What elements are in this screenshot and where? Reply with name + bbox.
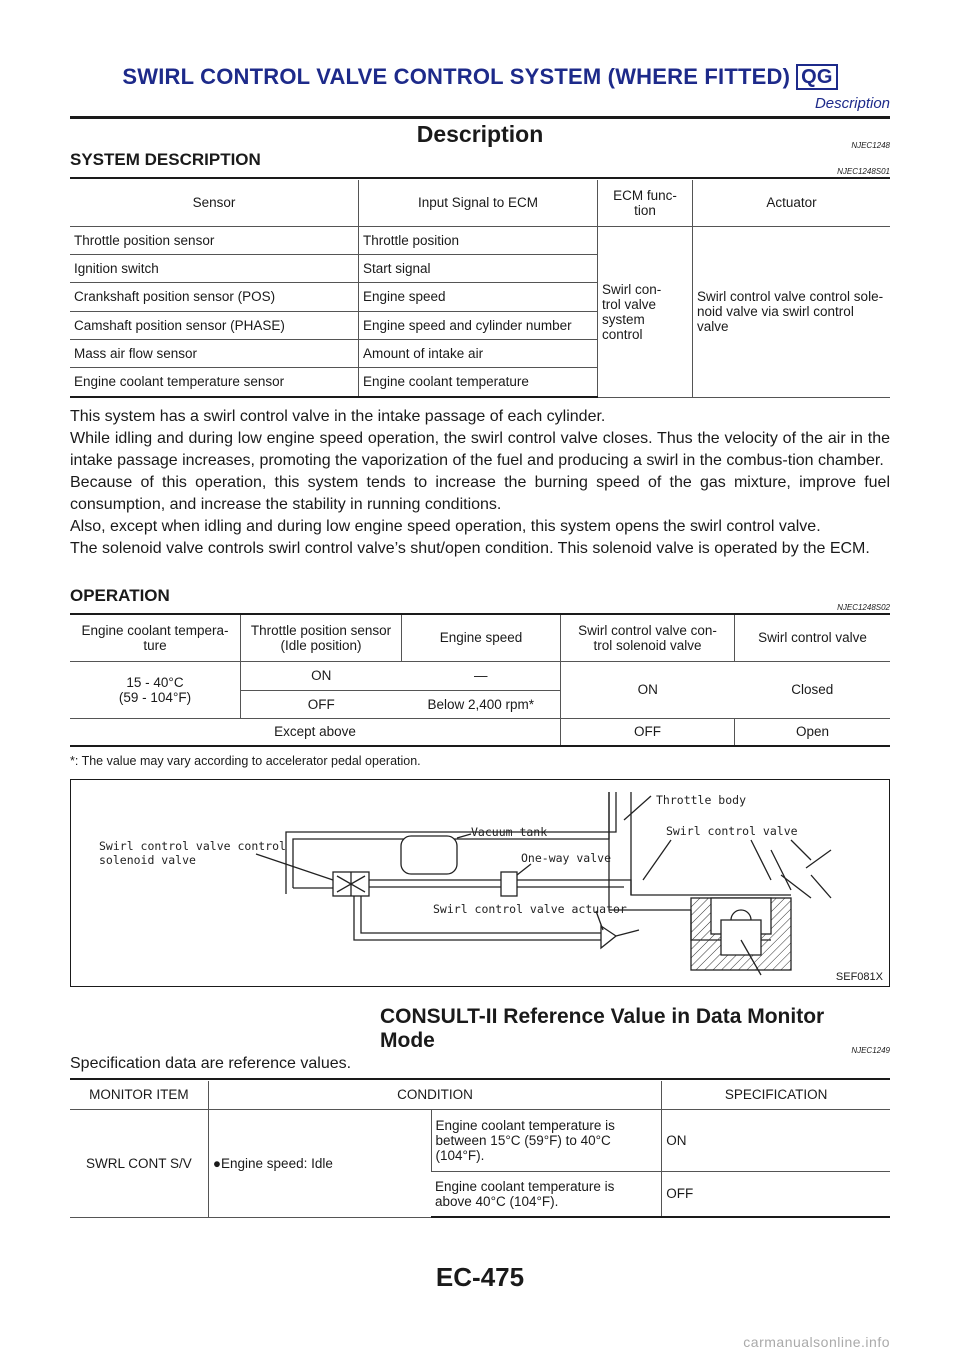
signal-cell: Engine speed and cylinder number: [359, 311, 598, 339]
system-description-code: NJEC1248S01: [837, 167, 890, 176]
consult-heading-line2: Mode: [380, 1029, 435, 1052]
spec-cell: OFF: [662, 1171, 890, 1217]
speed-cell: —: [402, 661, 561, 690]
system-description-heading: SYSTEM DESCRIPTION: [70, 150, 261, 169]
table-row: [70, 661, 890, 690]
monitor-item-cell: SWRL CONT S/V: [70, 1109, 208, 1217]
sensor-cell: Engine coolant temperature sensor: [70, 367, 359, 397]
spec-cell: ON: [662, 1109, 890, 1171]
consult-rule: [70, 1078, 890, 1080]
table-row: [70, 718, 890, 746]
system-diagram: [70, 779, 890, 987]
system-description-table: [70, 180, 890, 398]
label-swirl-control-valve: Swirl control valve: [666, 824, 798, 838]
solenoid-cell: OFF: [561, 718, 735, 746]
label-vacuum-tank: Vacuum tank: [471, 825, 548, 839]
col-solenoid: Swirl control valve con- trol solenoid valve: [561, 615, 735, 661]
system-description-text: [70, 406, 890, 560]
label-solenoid-2: solenoid valve: [99, 853, 196, 867]
signal-cell: Engine coolant temperature: [359, 367, 598, 397]
consult-heading-line1: CONSULT-II Reference Value in Data Monitor: [380, 1005, 825, 1028]
section-heading: Description: [416, 121, 544, 147]
diagram-drawing: [71, 780, 889, 986]
page-number: EC-475: [435, 1262, 525, 1292]
paragraph: The solenoid valve controls swirl control valve’s shut/open condition. This solenoid valve is operated by the ECM.: [70, 540, 870, 557]
throttle-cell: OFF: [241, 690, 402, 718]
paragraph: Also, except when idling and during low engine speed operation, this system opens the swirl control valve.: [70, 518, 821, 535]
signal-cell: Start signal: [359, 254, 598, 282]
table-row: [70, 1109, 890, 1171]
col-specification: SPECIFICATION: [662, 1081, 890, 1109]
col-monitor-item: MONITOR ITEM: [70, 1081, 208, 1109]
operation-table: [70, 615, 890, 747]
col-throttle-idle: Throttle position sensor (Idle position): [241, 615, 402, 661]
consult-code: NJEC1249: [851, 1046, 890, 1055]
sensor-cell: Throttle position sensor: [70, 226, 359, 254]
col-swirl-valve: Swirl control valve: [735, 615, 891, 661]
col-sensor: Sensor: [70, 180, 359, 226]
signal-cell: Engine speed: [359, 282, 598, 311]
temp-range-cell: 15 - 40°C (59 - 104°F): [70, 661, 241, 718]
except-cell: Except above: [70, 718, 561, 746]
section-code: NJEC1248: [851, 141, 890, 150]
figure-code: SEF081X: [835, 971, 883, 983]
signal-cell: Throttle position: [359, 226, 598, 254]
solenoid-cell: ON: [561, 661, 735, 718]
consult-table: [70, 1081, 890, 1218]
header-subtitle: Description: [814, 95, 890, 112]
operation-code: NJEC1248S02: [837, 603, 890, 612]
header-title-text: SWIRL CONTROL VALVE CONTROL SYSTEM (WHERE FITTED): [122, 64, 791, 89]
col-condition: CONDITION: [208, 1081, 661, 1109]
ecm-function-cell: Swirl con- trol valve system control: [598, 226, 693, 397]
sensor-cell: Camshaft position sensor (PHASE): [70, 311, 359, 339]
condition-cell: ●Engine speed: Idle: [208, 1109, 431, 1217]
throttle-cell: ON: [241, 661, 402, 690]
paragraph: While idling and during low engine speed operation, the swirl control valve closes. Thus the velocity of the air in the intake passage increases, promoting the vaporization of the fuel and producing a swirl in the combus-tion chamber.: [70, 430, 890, 469]
col-actuator: Actuator: [693, 180, 891, 226]
label-throttle-body: Throttle body: [656, 793, 747, 807]
sensor-cell: Mass air flow sensor: [70, 339, 359, 367]
label-actuator: Swirl control valve actuator: [433, 902, 627, 916]
valve-cell: Open: [735, 718, 891, 746]
engine-badge: QG: [796, 64, 838, 90]
table-row: [70, 226, 890, 254]
operation-heading: OPERATION: [70, 586, 170, 605]
page-header-title: [70, 64, 890, 90]
operation-footnote: *: The value may vary according to accelerator pedal operation.: [70, 754, 421, 768]
valve-cell: Closed: [735, 661, 891, 718]
sub-condition-cell: Engine coolant temperature is above 40°C (104°F).: [431, 1171, 662, 1217]
sub-condition-cell: Engine coolant temperature is between 15°C (59°F) to 40°C (104°F).: [431, 1109, 662, 1171]
col-coolant-temp: Engine coolant tempera- ture: [70, 615, 241, 661]
label-one-way-valve: One-way valve: [521, 851, 612, 865]
consult-heading: [380, 1005, 824, 1053]
speed-cell: Below 2,400 rpm*: [402, 690, 561, 718]
paragraph: This system has a swirl control valve in the intake passage of each cylinder.: [70, 408, 606, 425]
signal-cell: Amount of intake air: [359, 339, 598, 367]
sensor-cell: Crankshaft position sensor (POS): [70, 282, 359, 311]
paragraph: Because of this operation, this system tends to increase the burning speed of the gas mixture, improve fuel consumption, and increase the stability in running conditions.: [70, 474, 890, 513]
actuator-cell: Swirl control valve control sole- noid valve via swirl control valve: [693, 226, 891, 397]
sensor-cell: Ignition switch: [70, 254, 359, 282]
section-rule: [70, 177, 890, 179]
label-solenoid-1: Swirl control valve control: [99, 839, 286, 853]
watermark: carmanualsonline.info: [743, 1334, 890, 1350]
header-rule: [70, 116, 890, 119]
col-ecm-function: ECM func- tion: [598, 180, 693, 226]
consult-intro: Specification data are reference values.: [70, 1055, 352, 1072]
col-input-signal: Input Signal to ECM: [359, 180, 598, 226]
col-engine-speed: Engine speed: [402, 615, 561, 661]
